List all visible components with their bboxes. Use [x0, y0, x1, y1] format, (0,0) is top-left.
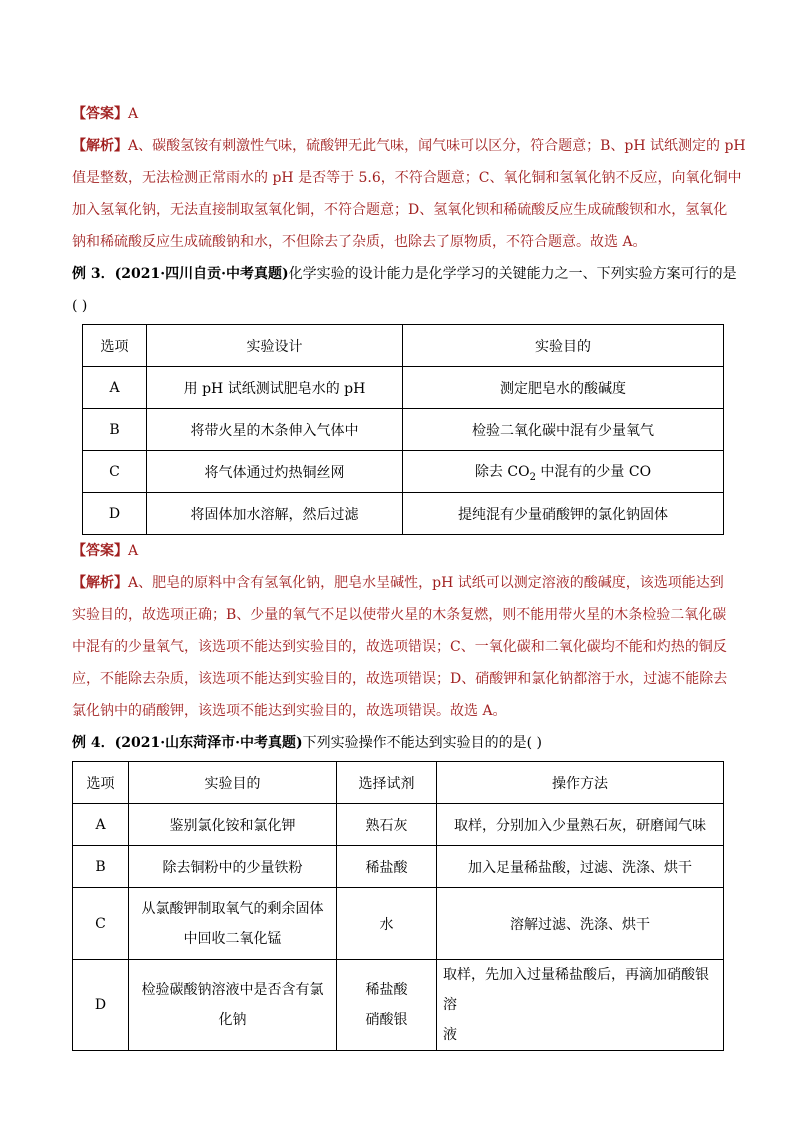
header-cell: 操作方法: [437, 762, 724, 804]
analysis-line: 加入氢氧化钠，无法直接制取氢氧化铜，不符合题意；D、氢氧化钡和稀硫酸反应生成硫酸钡和水，氢氧化: [72, 202, 728, 218]
method-cell: 取样，先加入过量稀盐酸后，再滴加硝酸银溶 液: [437, 960, 724, 1051]
answer-line-1: [72, 98, 724, 130]
purpose-cell: 鉴别氯化铵和氯化钾: [129, 804, 337, 846]
answer-value: A: [128, 106, 139, 122]
answer-value: A: [128, 543, 139, 559]
analysis-line: 氯化钠中的硝酸钾，该选项不能达到实验目的，故选项错误。故选 A。: [72, 703, 507, 719]
option-cell: D: [73, 960, 129, 1051]
purpose-cell: 除去铜粉中的少量铁粉: [129, 846, 337, 888]
table-row: [73, 846, 724, 888]
purpose-cell: 除去 $CO_2$ 中混有的少量 CO: [403, 451, 724, 493]
header-cell: 选择试剂: [337, 762, 437, 804]
header-cell: 实验设计: [147, 325, 403, 367]
purpose-cell: 检验碳酸钠溶液中是否含有氯 化钠: [129, 960, 337, 1051]
table-row: [83, 451, 724, 493]
reagent-cell: 熟石灰: [337, 804, 437, 846]
reagent-cell: 水: [337, 888, 437, 960]
purpose-cell: 测定肥皂水的酸碱度: [403, 367, 724, 409]
analysis-line: 实验目的，故选项正确；B、少量的氧气不足以使带火星的木条复燃，则不能用带火星的木条检验二氧化碳: [72, 607, 727, 623]
table-row: [83, 493, 724, 535]
example-label: 例 4．: [72, 735, 115, 751]
table-row: [83, 367, 724, 409]
example-source: (2021·山东菏泽市·中考真题): [114, 735, 303, 751]
example-3-question: [72, 258, 737, 290]
design-cell: 将气体通过灼热铜丝网: [147, 451, 403, 493]
table-header-row: [83, 325, 724, 367]
example-3-table: [82, 324, 724, 535]
design-cell: 将固体加水溶解，然后过滤: [147, 493, 403, 535]
table-row: [83, 409, 724, 451]
table-row: [73, 960, 724, 1051]
example-source: (2021·四川自贡·中考真题): [114, 266, 289, 282]
reagent-cell: 稀盐酸: [337, 846, 437, 888]
table-row: [73, 888, 724, 960]
analysis-line: 【解析】A、肥皂的原料中含有氢氧化钠，肥皂水呈碱性，pH 试纸可以测定溶液的酸碱度，该选项能达到: [72, 575, 724, 591]
header-cell: 实验目的: [129, 762, 337, 804]
analysis-line: 值是整数，无法检测正常雨水的 pH 是否等于 5.6，不符合题意；C、氧化铜和氢氧化钠不反应，向氧化铜中: [72, 170, 742, 186]
method-cell: 取样，分别加入少量熟石灰，研磨闻气味: [437, 804, 724, 846]
option-cell: A: [73, 804, 129, 846]
header-cell: 实验目的: [403, 325, 724, 367]
method-cell: 加入足量稀盐酸，过滤、洗涤、烘干: [437, 846, 724, 888]
option-cell: D: [83, 493, 147, 535]
answer-line-2: [72, 535, 724, 567]
analysis-line: 中混有的少量氧气，该选项不能达到实验目的，故选项错误；C、一氧化碳和二氧化碳均不能和灼热的铜反: [72, 639, 727, 655]
design-cell: 用 pH 试纸测试肥皂水的 pH: [147, 367, 403, 409]
answer-label: 【答案】: [72, 106, 128, 122]
answer-label: 【答案】: [72, 543, 128, 559]
option-cell: C: [83, 451, 147, 493]
header-cell: 选项: [83, 325, 147, 367]
analysis-label: 【解析】: [72, 138, 128, 154]
example-4-question: [72, 727, 724, 759]
option-cell: C: [73, 888, 129, 960]
question-text: 下列实验操作不能达到实验目的的是( ): [302, 735, 542, 751]
purpose-cell: 检验二氧化碳中混有少量氧气: [403, 409, 724, 451]
question-text: 化学实验的设计能力是化学学习的关键能力之一、下列实验方案可行的是: [288, 266, 737, 282]
purpose-cell: 从氯酸钾制取氧气的剩余固体 中回收二氧化锰: [129, 888, 337, 960]
option-cell: B: [73, 846, 129, 888]
method-cell: 溶解过滤、洗涤、烘干: [437, 888, 724, 960]
answer-blank: ( ): [72, 298, 88, 314]
example-4-table: [72, 761, 724, 1051]
design-cell: 将带火星的木条伸入气体中: [147, 409, 403, 451]
analysis-line: 应，不能除去杂质，该选项不能达到实验目的，故选项错误；D、硝酸钾和氯化钠都溶于水，过滤不能除去: [72, 671, 728, 687]
option-cell: B: [83, 409, 147, 451]
reagent-cell: 稀盐酸 硝酸银: [337, 960, 437, 1051]
header-cell: 选项: [73, 762, 129, 804]
table-row: [73, 804, 724, 846]
purpose-cell: 提纯混有少量硝酸钾的氯化钠固体: [403, 493, 724, 535]
option-cell: A: [83, 367, 147, 409]
table-header-row: [73, 762, 724, 804]
analysis-label: 【解析】: [72, 575, 128, 591]
document-page: [72, 98, 746, 1051]
analysis-line: 【解析】A、碳酸氢铵有刺激性气味，硫酸钾无此气味，闻气味可以区分，符合题意；B、pH 试纸测定的 pH: [72, 138, 746, 154]
example-label: 例 3．: [72, 266, 115, 282]
analysis-line: 钠和稀硫酸反应生成硫酸钠和水，不但除去了杂质，也除去了原物质，不符合题意。故选 A。: [72, 234, 647, 250]
